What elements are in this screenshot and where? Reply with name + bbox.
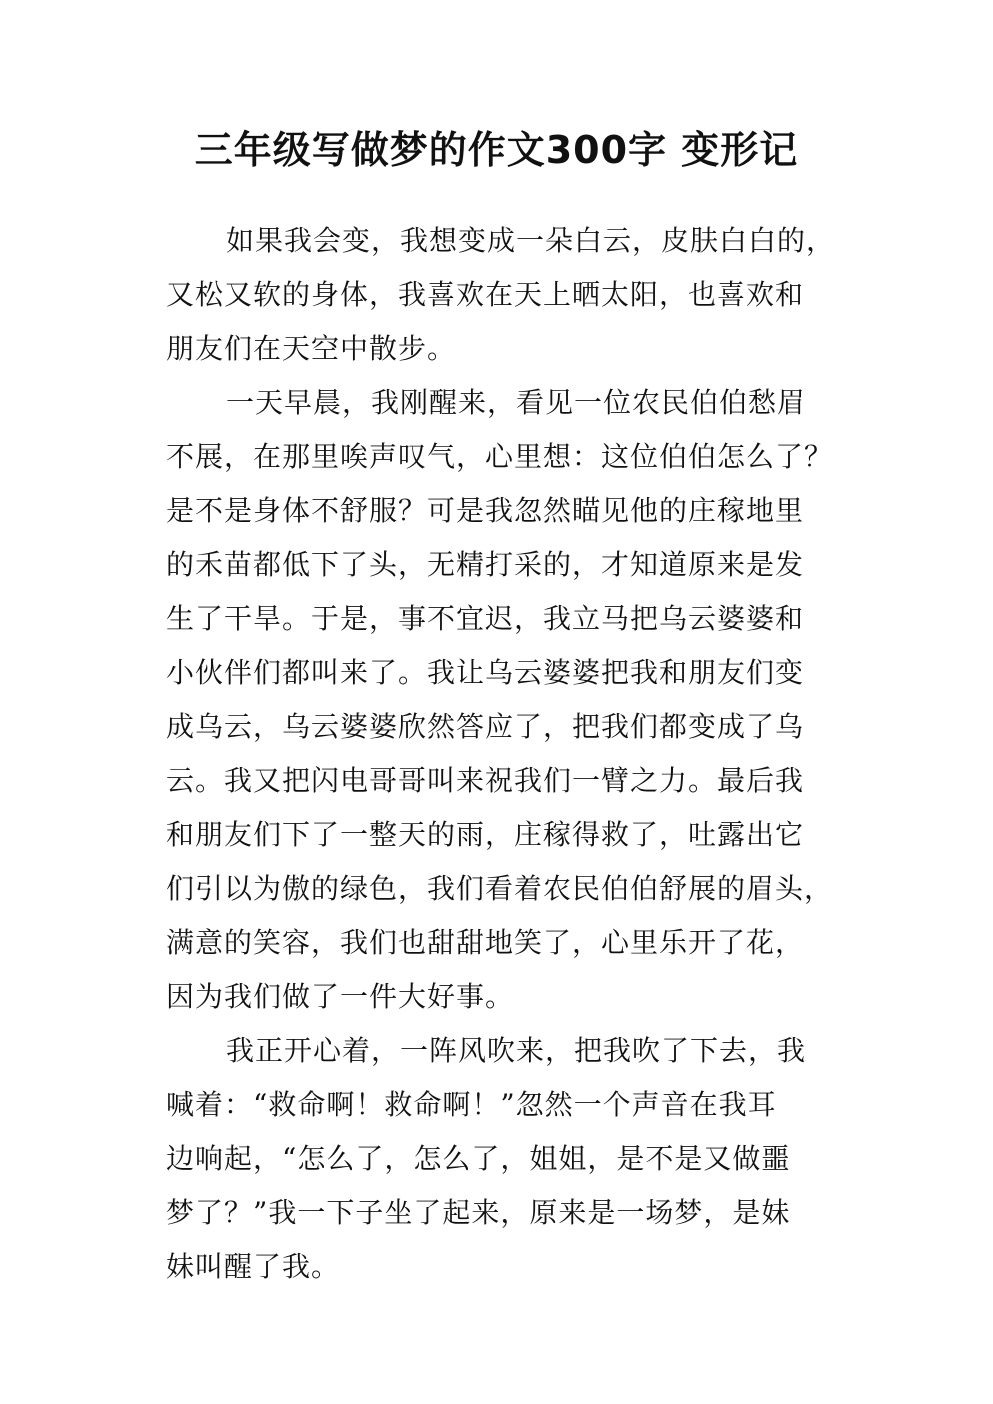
paragraph-3-line-2: 喊着：“救命啊！救命啊！”忽然一个声音在我耳 <box>166 1088 777 1121</box>
paragraph-2-line-11: 满意的笑容，我们也甜甜地笑了，心里乐开了花， <box>166 926 805 959</box>
paragraph-2-line-1: 一天早晨，我刚醒来，看见一位农民伯伯愁眉 <box>226 386 807 419</box>
paragraph-2-line-5: 生了干旱。于是，事不宜迟，我立马把乌云婆婆和 <box>166 602 805 635</box>
paragraph-3-line-3: 边响起，“怎么了，怎么了，姐姐，是不是又做噩 <box>166 1142 791 1175</box>
document-body <box>166 214 856 1294</box>
paragraph-2-line-9: 和朋友们下了一整天的雨，庄稼得救了，吐露出它 <box>166 818 805 851</box>
paragraph-1-line-1: 如果我会变，我想变成一朵白云，皮肤白白的， <box>226 224 836 257</box>
paragraph-2-line-3: 是不是身体不舒服？可是我忽然瞄见他的庄稼地里 <box>166 494 805 527</box>
paragraph-2-line-12: 因为我们做了一件大好事。 <box>166 980 515 1013</box>
paragraph-2-line-2: 不展，在那里唉声叹气，心里想：这位伯伯怎么了？ <box>166 440 834 473</box>
paragraph-2-line-7: 成乌云，乌云婆婆欣然答应了，把我们都变成了乌 <box>166 710 805 743</box>
paragraph-1-line-3: 朋友们在天空中散步。 <box>166 332 457 365</box>
paragraph-3-line-1: 我正开心着，一阵风吹来，把我吹了下去，我 <box>226 1034 807 1067</box>
paragraph-2-line-6: 小伙伴们都叫来了。我让乌云婆婆把我和朋友们变 <box>166 656 805 689</box>
paragraph-2-line-8: 云。我又把闪电哥哥叫来祝我们一臂之力。最后我 <box>166 764 805 797</box>
document-title: 三年级写做梦的作文300字 变形记 <box>194 128 799 172</box>
paragraph-2-line-10: 们引以为傲的绿色，我们看着农民伯伯舒展的眉头， <box>166 872 834 905</box>
paragraph-2-line-4: 的禾苗都低下了头，无精打采的，才知道原来是发 <box>166 548 805 581</box>
paragraph-3-line-5: 妹叫醒了我。 <box>166 1250 341 1283</box>
paragraph-1-line-2: 又松又软的身体，我喜欢在天上晒太阳，也喜欢和 <box>166 278 805 311</box>
paragraph-3-line-4: 梦了？”我一下子坐了起来，原来是一场梦，是妹 <box>166 1196 791 1229</box>
